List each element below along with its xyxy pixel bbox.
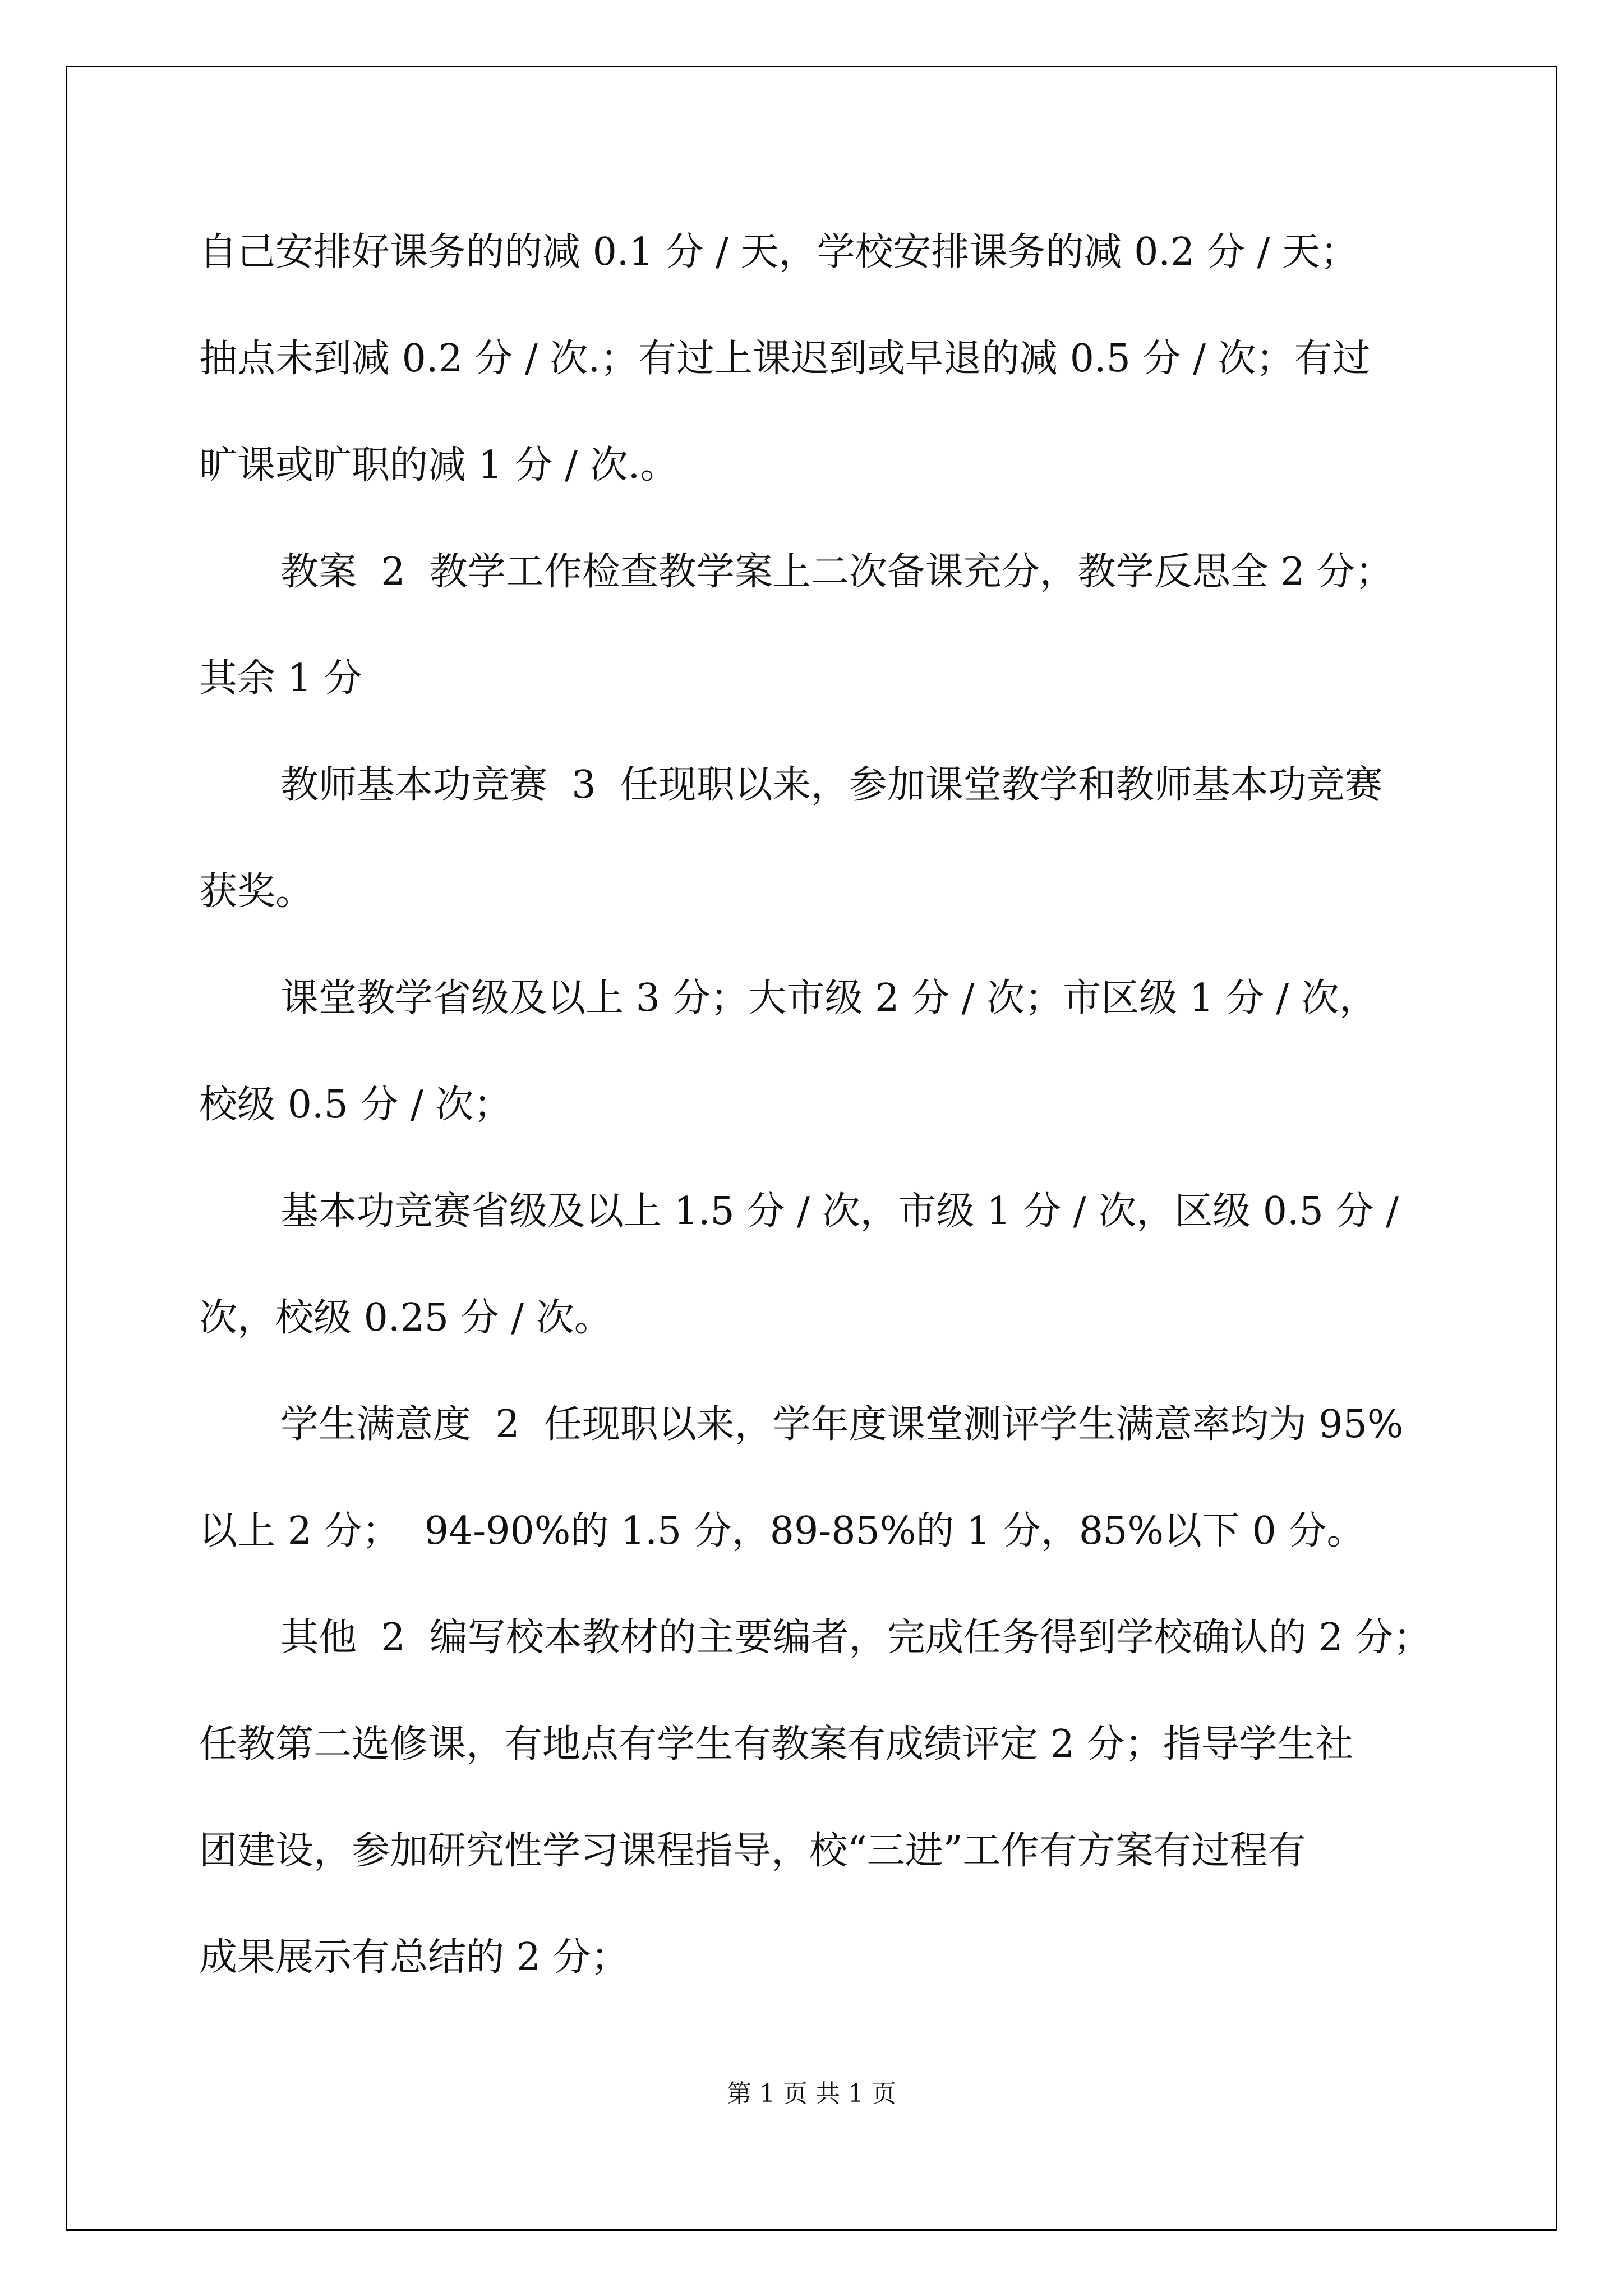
text-line: 团建设，参加研究性学习课程指导，校“三进”工作有方案有过程有	[199, 1829, 1306, 1873]
text-line: 教案 2 教学工作检查教学案上二次备课充分，教学反思全 2 分；	[280, 550, 1394, 594]
text-line: 其他 2 编写校本教材的主要编者，完成任务得到学校确认的 2 分；	[280, 1616, 1432, 1660]
page-border	[66, 66, 1557, 2231]
text-line: 学生满意度 2 任现职以来，学年度课堂测评学生满意率均为 95%	[280, 1402, 1404, 1447]
text-line: 抽点未到减 0.2 分 / 次.；有过上课迟到或早退的减 0.5 分 / 次；有过	[199, 337, 1371, 381]
text-line: 其余 1 分	[199, 656, 362, 701]
text-line: 次，校级 0.25 分 / 次。	[199, 1296, 612, 1340]
text-line: 成果展示有总结的 2 分；	[199, 1935, 629, 1980]
text-line: 自己安排好课务的的减 0.1 分 / 天，学校安排课务的减 0.2 分 / 天；	[199, 230, 1359, 274]
text-line: 校级 0.5 分 / 次；	[199, 1083, 512, 1127]
text-line: 课堂教学省级及以上 3 分；大市级 2 分 / 次；市区级 1 分 / 次，	[280, 976, 1377, 1020]
text-line: 任教第二选修课，有地点有学生有教案有成绩评定 2 分；指导学生社	[199, 1722, 1354, 1766]
page-footer: 第 1 页 共 1 页	[727, 2079, 896, 2108]
text-line: 基本功竞赛省级及以上 1.5 分 / 次，市级 1 分 / 次，区级 0.5 分 /	[280, 1189, 1399, 1234]
text-line: 旷课或旷职的减 1 分 / 次.。	[199, 443, 679, 487]
text-line: 以上 2 分； 94-90%的 1.5 分，89-85%的 1 分，85%以下 0 分。	[199, 1509, 1365, 1553]
text-line: 教师基本功竞赛 3 任现职以来，参加课堂教学和教师基本功竞赛	[280, 763, 1383, 807]
text-line: 获奖。	[199, 869, 314, 914]
